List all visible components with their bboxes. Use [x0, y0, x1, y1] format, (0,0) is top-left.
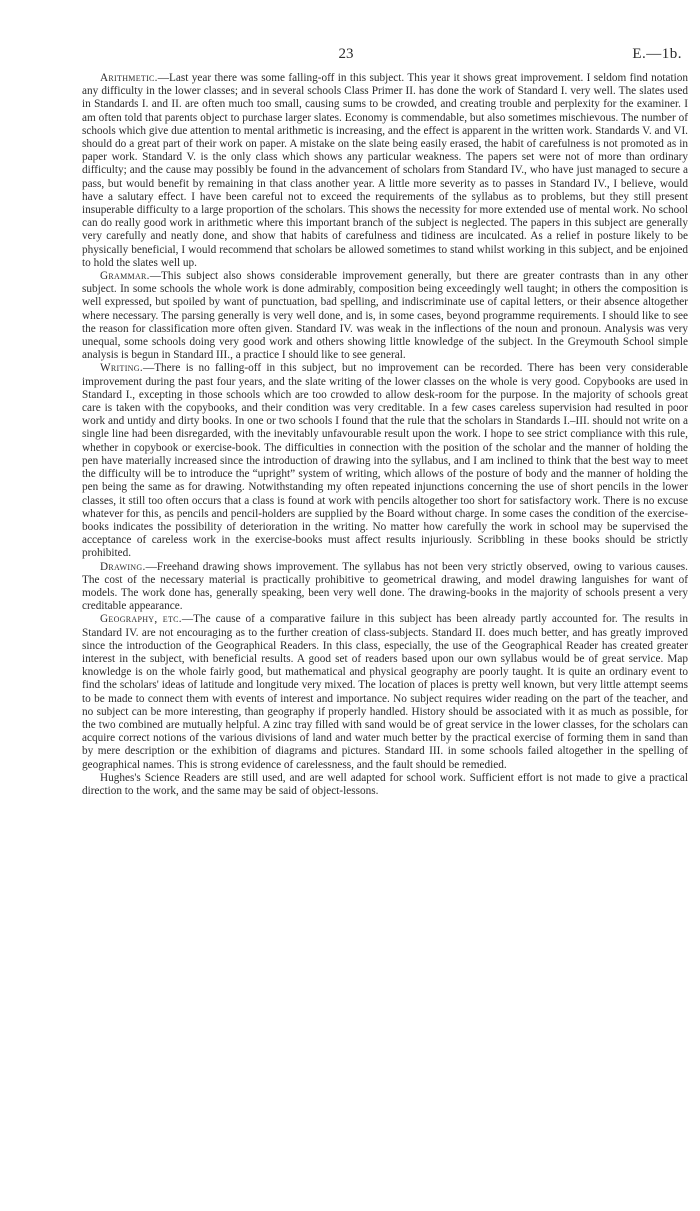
paragraph-grammar	[82, 270, 688, 362]
paragraph-text: —Freehand drawing shows improvement. The syllabus has not been very strictly observed, owing to various causes. The cost of the necessary material is practically prohibitive to geometrical drawing, and model drawing languishes for want of models. The work done has, generally speaking, been very well done. The drawing-books in the majority of schools present a very creditable appearance.	[82, 560, 688, 613]
paragraph-arithmetic	[82, 72, 688, 270]
page-header	[82, 46, 688, 72]
paragraph-drawing	[82, 561, 688, 614]
paragraph-text: —Last year there was some falling-off in this subject. This year it shows great improvement. I seldom find notation any difficulty in the lower classes; and in several schools Class Primer II. has done the work of Standard I. very well. The slates used in Standards I. and II. are often much too small, causing sums to be crowded, and creating trouble and perplexity for the examiner. I am often told that parents object to purchase larger slates. Economy is commendable, but also sometimes mischievous. The number of schools which give due attention to mental arithmetic is increasing, and the effect is apparent in the written work. Standards V. and VI. should do a great part of their work on paper. A mistake on the slate being easily erased, the habit of carefulness is not promoted as in paper work. Standard V. is the only class which shows any particular weakness. The papers set were not of more than ordinary difficulty; and the cause may possibly be found in the advancement of scholars from Standard IV., who have just managed to secure a pass, but would benefit by remaining in that class another year. A little more severity as to passes in Standard IV., I believe, would have a salutary effect. I have been careful not to exceed the requirements of the syllabus as to problems, but they still present insuperable difficulty to a large proportion of the scholars. This shows the necessity for more extended use of mental work. No school can do really good work in arithmetic where this important branch of the subject is neglected. The papers in this subject are generally very carefully and neatly done, and show that habits of carefulness and tidiness are inculcated. As a relief in posture likely to be physically beneficial, I would recommend that scholars be allowed sometimes to stand whilst working in this subject, and be enjoined to hold the slates well up.	[82, 72, 688, 269]
paragraph-text: —The cause of a comparative failure in this subject has been already partly accounted for. The results in Standard IV. are not encouraging as to the further creation of class-subjects. Standard II. does much better, and has greatly improved since the introduction of the Geographical Readers. In this class, especially, the use of the Geographical Reader has created greater interest in the subject, with beneficial results. A good set of readers based upon our own syllabus would be of great service. Map knowledge is on the whole fairly good, but mathematical and physical geography are poorly taught. It is quite an ordinary event to find the scholars' ideas of latitude and longitude very mixed. The location of places is pretty well known, but very little attempt seems to be made to connect them with events of interest and importance. No subject requires wider reading on the part of the teacher, and no subject can be more interesting, than geography if properly handled. History should be associated with it as much as possible, for the two combined are mutually helpful. A zinc tray filled with sand would be of great service in the lower classes, for the scholars can acquire correct notions of the various divisions of land and water much better by the practical exercise of forming them in sand than by mere description or the exhibition of diagrams and pictures. Standard III. in some schools failed altogether in the spelling of geographical names. This is strong evidence of carelessness, and the fault should be remedied.	[82, 613, 689, 771]
report-body	[82, 72, 688, 798]
paragraph-text: Hughes's Science Readers are still used, and are well adapted for school work. Sufficient effort is not made to give a practical direction to the work, and the same may be said of object-lessons.	[82, 771, 688, 797]
section-heading-writing: Writing.	[100, 362, 143, 375]
paragraph-science-readers	[82, 772, 688, 798]
page-number: 23	[338, 46, 354, 62]
document-page	[82, 46, 688, 798]
section-heading-grammar: Grammar.	[100, 270, 150, 283]
paragraph-text: —This subject also shows considerable improvement generally, but there are greater contrasts than in any other subject. In some schools the whole work is done admirably, composition being exceedingly well taught; in others the composition is well expressed, but spoiled by want of punctuation, bad spelling, and indiscriminate use of capital letters, or their absence altogether where necessary. The parsing generally is very well done, and is, in some cases, beyond programme requirements. I should like to see the reason for classification more often given. Standard IV. was weak in the inflections of the noun and pronoun. Analysis was very unequal, some schools doing very good work and others showing little knowledge of the subject. In the Greymouth School simple analysis is begun in Standard III., a practice I should like to see general.	[82, 270, 688, 362]
document-reference: E.—1b.	[632, 46, 682, 62]
section-heading-drawing: Drawing.	[100, 560, 146, 573]
paragraph-text: —There is no falling-off in this subject, but no improvement can be recorded. There has been very considerable improvement during the past four years, and the slate writing of the lower classes on the whole is very good. Copybooks are used in Standard I., excepting in those schools which are too crowded to allow desk-room for the purpose. In the majority of schools great care is taken with the copybooks, and their condition was very creditable. In a few cases careless supervision had resulted in poor work and untidy and dirty books. In one or two schools I found that the rule that the scholars in Standards I.–III. should not write on a single line had been disregarded, with the inevitably unfavourable result upon the work. I hope to see strict compliance with this rule, whether in copybook or exercise-book. The difficulties in connection with the position of the scholar and the manner of holding the pen have materially increased since the introduction of drawing into the syllabus, and I am inclined to think that the best way to meet the difficulty will be to introduce the “upright” system of writing, which allows of the posture of body and the manner of holding the pen being the same as for drawing. Notwithstanding my often repeated injunctions concerning the use of short pencils in the lower classes, it still too often occurs that a class is found at work with pencils altogether too short for satisfactory work. There is no excuse whatever for this, as pencils and pencil-holders are supplied by the Board without charge. In some cases the condition of the exercise-books indicates the possibility of deterioration in the writing. No matter how carefully the work in school may be supervised the acceptance of careless work in the exercise-books must affect results injuriously. Scribbling in these books should be strictly prohibited.	[82, 362, 688, 560]
section-heading-geography: Geography, etc.	[100, 613, 182, 626]
paragraph-writing	[82, 362, 688, 560]
section-heading-arithmetic: Arithmetic.	[100, 72, 158, 84]
paragraph-geography	[82, 613, 688, 771]
